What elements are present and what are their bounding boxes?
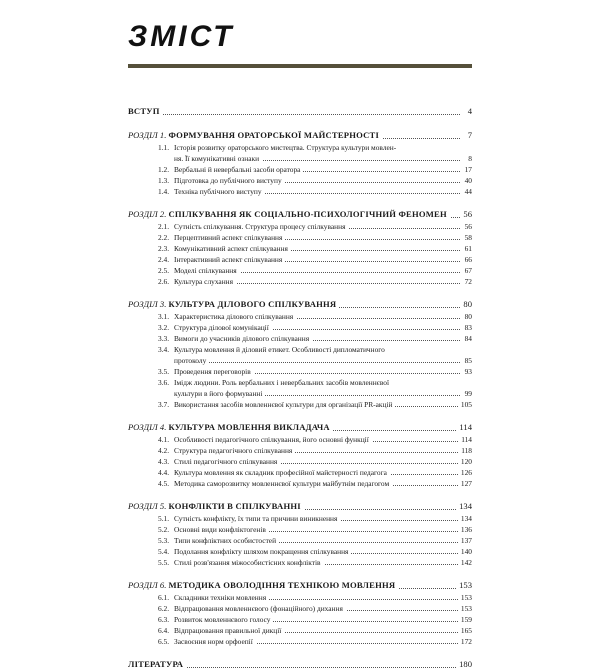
subsection-line	[174, 344, 472, 355]
toc-subsection-entry[interactable]	[158, 175, 472, 186]
subsection-line	[174, 478, 472, 489]
subsection-line	[174, 366, 472, 377]
subsection-title: Відпрацювання мовленнєвого (фонаційного) дихання	[174, 604, 346, 613]
subsection-title: Особливості педагогічного спілкування, його основні функції	[174, 435, 372, 444]
section-title: КОНФЛІКТИ В СПІЛКУВАННІ	[168, 501, 301, 511]
subsection-title: Сутність спілкування. Структура процесу спілкування	[174, 222, 348, 231]
page-number: 56	[460, 207, 472, 221]
toc-subsection-entry[interactable]	[158, 232, 472, 243]
subsection-title: Інтерактивний аспект спілкування	[174, 255, 285, 264]
dot-leader	[174, 362, 460, 363]
subsection-title: Культура слухання	[174, 277, 236, 286]
subsection-line	[174, 355, 472, 366]
subsection-title: Вимоги до учасників ділового спілкування	[174, 334, 312, 343]
subsection-number: 2.2.	[158, 233, 170, 242]
toc-section-entry[interactable]	[128, 657, 472, 671]
subsection-number: 5.5.	[158, 558, 170, 567]
subsection-number: 6.1.	[158, 593, 170, 602]
toc-subsection-entry[interactable]	[158, 142, 472, 164]
page-number: 105	[458, 399, 472, 410]
section-title: КУЛЬТУРА МОВЛЕННЯ ВИКЛАДАЧА	[168, 422, 330, 432]
toc-subsection-entry[interactable]	[158, 344, 472, 366]
toc-subsection-entry[interactable]	[158, 322, 472, 333]
subsection-title: Основні види конфліктогенів	[174, 525, 269, 534]
page-number: 159	[458, 614, 472, 625]
toc-subsection-entry[interactable]	[158, 186, 472, 197]
subsection-title: Розвиток мовленнєвого голосу	[174, 615, 273, 624]
subsection-number: 1.2.	[158, 165, 170, 174]
section-title: КУЛЬТУРА ДІЛОВОГО СПІЛКУВАННЯ	[168, 299, 337, 309]
page-number: 134	[456, 499, 472, 513]
subsection-line	[174, 265, 472, 276]
subsection-number: 2.4.	[158, 255, 170, 264]
subsection-number: 2.5.	[158, 266, 170, 275]
subsection-title: Відпрацювання правильної дикції	[174, 626, 284, 635]
toc-subsection-entry[interactable]	[158, 546, 472, 557]
subsection-title: Підготовка до публічного виступу	[174, 176, 285, 185]
section-label	[128, 104, 163, 118]
page-number: 8	[465, 153, 472, 164]
subsection-title: Культура мовлення й діловий етикет. Особливості дипломатичного	[174, 345, 388, 354]
toc-subsection-entry[interactable]	[158, 557, 472, 568]
toc-subsection-entry[interactable]	[158, 333, 472, 344]
page-number: 99	[462, 388, 472, 399]
subsection-line	[174, 636, 472, 647]
section-prefix: РОЗДІЛ 2.	[128, 209, 169, 219]
subsection-title: Перцептивний аспект спілкування	[174, 233, 285, 242]
subsection-line	[174, 232, 472, 243]
subsection-title: Техніка публічного виступу	[174, 187, 265, 196]
page-number: 56	[462, 221, 472, 232]
page-number: 72	[462, 276, 472, 287]
subsection-line	[174, 243, 472, 254]
subsection-number: 3.2.	[158, 323, 170, 332]
subsection-number: 3.3.	[158, 334, 170, 343]
subsection-number: 4.4.	[158, 468, 170, 477]
page-number: 17	[462, 164, 472, 175]
page-number: 61	[462, 243, 472, 254]
section-title: СПІЛКУВАННЯ ЯК СОЦІАЛЬНО-ПСИХОЛОГІЧНИЙ ФЕНОМЕН	[168, 209, 447, 219]
toc-section-entry[interactable]	[128, 207, 472, 221]
subsection-line	[174, 557, 472, 568]
subsection-number: 4.1.	[158, 435, 170, 444]
subsection-line	[174, 276, 472, 287]
page-number: 142	[458, 557, 472, 568]
subsection-line	[174, 221, 472, 232]
toc-subsection-entry[interactable]	[158, 254, 472, 265]
page-number: 93	[462, 366, 472, 377]
section-title: МЕТОДИКА ОВОЛОДІННЯ ТЕХНІКОЮ МОВЛЕННЯ	[168, 580, 396, 590]
toc-section-entry[interactable]	[128, 578, 472, 592]
subsection-line	[174, 614, 472, 625]
toc-section-entry[interactable]	[128, 104, 472, 118]
subsection-number: 4.2.	[158, 446, 170, 455]
page-number: 136	[458, 524, 472, 535]
page-number: 58	[462, 232, 472, 243]
subsection-number: 6.4.	[158, 626, 170, 635]
subsection-number: 4.3.	[158, 457, 170, 466]
section-label	[128, 207, 450, 221]
subsection-title: Типи конфліктних особистостей	[174, 536, 279, 545]
subsection-number: 3.5.	[158, 367, 170, 376]
section-gap	[128, 287, 472, 297]
subsection-line	[174, 399, 472, 410]
toc-subsection-entry[interactable]	[158, 164, 472, 175]
toc-subsection-entry[interactable]	[158, 614, 472, 625]
page-number: 153	[458, 592, 472, 603]
subsection-number: 6.3.	[158, 615, 170, 624]
page-number: 67	[462, 265, 472, 276]
subsection-title: Подолання конфлікту шляхом покращення спілкування	[174, 547, 351, 556]
section-gap	[128, 197, 472, 207]
subsection-line	[174, 467, 472, 478]
subsection-title: протоколу	[174, 356, 209, 365]
page-number: 40	[462, 175, 472, 186]
subsection-line	[174, 524, 472, 535]
toc-section-entry[interactable]	[128, 128, 472, 142]
page-number: 66	[462, 254, 472, 265]
page-number: 137	[458, 535, 472, 546]
toc-subsection-entry[interactable]	[158, 456, 472, 467]
table-of-contents	[128, 104, 472, 671]
page-number: 127	[458, 478, 472, 489]
subsection-line	[174, 625, 472, 636]
page-number: 114	[456, 420, 472, 434]
page-number: 120	[458, 456, 472, 467]
section-prefix: РОЗДІЛ 3.	[128, 299, 169, 309]
page-number: 114	[458, 434, 472, 445]
page-number: 172	[458, 636, 472, 647]
toc-subsection-entry[interactable]	[158, 311, 472, 322]
subsection-number: 2.3.	[158, 244, 170, 253]
toc-subsection-entry[interactable]	[158, 445, 472, 456]
subsection-number: 1.4.	[158, 187, 170, 196]
dot-leader	[128, 114, 460, 115]
subsection-line	[174, 142, 472, 153]
toc-section-entry[interactable]	[128, 420, 472, 434]
section-title: ВСТУП	[128, 106, 160, 116]
subsection-number: 6.5.	[158, 637, 170, 646]
section-prefix: РОЗДІЛ 1.	[128, 130, 169, 140]
subsection-line	[174, 535, 472, 546]
subsection-line	[174, 388, 472, 399]
subsection-number: 2.1.	[158, 222, 170, 231]
subsection-line	[174, 322, 472, 333]
subsection-line	[174, 445, 472, 456]
toc-section-entry[interactable]	[128, 499, 472, 513]
subsection-line	[174, 434, 472, 445]
toc-subsection-entry[interactable]	[158, 535, 472, 546]
page-number: 134	[458, 513, 472, 524]
page-number: 165	[458, 625, 472, 636]
section-label	[128, 657, 186, 671]
subsection-number: 5.1.	[158, 514, 170, 523]
section-prefix: РОЗДІЛ 6.	[128, 580, 169, 590]
subsection-title: Вербальні й невербальні засоби оратора	[174, 165, 303, 174]
page-number: 180	[456, 657, 472, 671]
subsection-line	[174, 164, 472, 175]
toc-subsection-entry[interactable]	[158, 276, 472, 287]
subsection-title: Характеристика ділового спілкування	[174, 312, 296, 321]
subsection-title: Сутність конфлікту, їх типи та причини виникнення	[174, 514, 340, 523]
section-prefix: РОЗДІЛ 5.	[128, 501, 169, 511]
toc-subsection-entry[interactable]	[158, 221, 472, 232]
section-label	[128, 297, 339, 311]
toc-subsection-entry[interactable]	[158, 366, 472, 377]
subsection-number: 1.1.	[158, 143, 170, 152]
subsection-title: Проведення переговорів	[174, 367, 254, 376]
page-number: 7	[465, 128, 472, 142]
subsection-number: 3.7.	[158, 400, 170, 409]
page-number: 4	[465, 104, 472, 118]
subsection-title: Методика саморозвитку мовленнєвої культури майбутнім педагогом	[174, 479, 392, 488]
subsection-title: Складники техніки мовлення	[174, 593, 269, 602]
toc-subsection-entry[interactable]	[158, 399, 472, 410]
subsection-line	[174, 153, 472, 164]
section-gap	[128, 489, 472, 499]
subsection-number: 6.2.	[158, 604, 170, 613]
toc-subsection-entry[interactable]	[158, 636, 472, 647]
subsection-title: Використання засобів мовленнєвої культури для організації PR-акцій	[174, 400, 395, 409]
subsection-number: 2.6.	[158, 277, 170, 286]
section-gap	[128, 410, 472, 420]
subsection-title: Моделі спілкування	[174, 266, 240, 275]
subsection-title: ня. Її комунікативні ознаки	[174, 154, 262, 163]
subsection-title: Структура педагогічного спілкування	[174, 446, 295, 455]
page-number: 80	[460, 297, 472, 311]
subsection-title: Стилі педагогічного спілкування	[174, 457, 280, 466]
subsection-line	[174, 175, 472, 186]
section-title: ЛІТЕРАТУРА	[128, 659, 184, 669]
page-number: 85	[462, 355, 472, 366]
subsection-line	[174, 333, 472, 344]
page-number: 84	[462, 333, 472, 344]
subsection-line	[174, 513, 472, 524]
page-number: 126	[458, 467, 472, 478]
section-prefix: РОЗДІЛ 4.	[128, 422, 169, 432]
section-label	[128, 499, 304, 513]
page-number: 140	[458, 546, 472, 557]
toc-subsection-entry[interactable]	[158, 625, 472, 636]
subsection-number: 3.4.	[158, 345, 170, 354]
subsection-title: Культура мовлення як складник професійної майстерності педагога	[174, 468, 390, 477]
subsection-title: Засвоєння норм орфоепії	[174, 637, 256, 646]
section-gap	[128, 118, 472, 128]
section-label	[128, 578, 398, 592]
toc-subsection-entry[interactable]	[158, 478, 472, 489]
subsection-title: Комунікативний аспект спілкування	[174, 244, 291, 253]
page-number: 83	[462, 322, 472, 333]
toc-subsection-entry[interactable]	[158, 524, 472, 535]
page-number: 153	[458, 603, 472, 614]
toc-subsection-entry[interactable]	[158, 243, 472, 254]
subsection-title: Структура ділової комунікації	[174, 323, 272, 332]
subsection-title: культури в його формуванні	[174, 389, 265, 398]
section-gap	[128, 647, 472, 657]
subsection-line	[174, 456, 472, 467]
subsection-number: 5.4.	[158, 547, 170, 556]
subsection-line	[174, 603, 472, 614]
toc-section-entry[interactable]	[128, 297, 472, 311]
section-label	[128, 128, 382, 142]
page-number: 118	[458, 445, 472, 456]
subsection-number: 3.6.	[158, 378, 170, 387]
subsection-number: 1.3.	[158, 176, 170, 185]
toc-subsection-entry[interactable]	[158, 592, 472, 603]
toc-subsection-entry[interactable]	[158, 513, 472, 524]
subsection-line	[174, 546, 472, 557]
subsection-line	[174, 377, 472, 388]
page-number: 44	[462, 186, 472, 197]
subsection-line	[174, 592, 472, 603]
toc-subsection-entry[interactable]	[158, 377, 472, 399]
section-label	[128, 420, 333, 434]
subsection-number: 5.2.	[158, 525, 170, 534]
subsection-title: Імідж людини. Роль вербальних і невербальних засобів мовленнєвої	[174, 378, 392, 387]
toc-subsection-entry[interactable]	[158, 265, 472, 276]
subsection-title: Стилі розв'язання міжособистісних конфліктів	[174, 558, 324, 567]
toc-subsection-entry[interactable]	[158, 467, 472, 478]
subsection-number: 3.1.	[158, 312, 170, 321]
title-underline	[128, 64, 472, 68]
page-title: ЗМІСТ	[128, 20, 235, 53]
section-title: ФОРМУВАННЯ ОРАТОРСЬКОЇ МАЙСТЕРНОСТІ	[168, 130, 379, 140]
page-number: 153	[456, 578, 472, 592]
page-number: 80	[462, 311, 472, 322]
section-gap	[128, 568, 472, 578]
subsection-number: 5.3.	[158, 536, 170, 545]
toc-subsection-entry[interactable]	[158, 434, 472, 445]
subsection-number: 4.5.	[158, 479, 170, 488]
subsection-line	[174, 186, 472, 197]
subsection-line	[174, 311, 472, 322]
subsection-line	[174, 254, 472, 265]
subsection-title: Історія розвитку ораторського мистецтва. Структура культури мовлен-	[174, 143, 399, 152]
toc-subsection-entry[interactable]	[158, 603, 472, 614]
